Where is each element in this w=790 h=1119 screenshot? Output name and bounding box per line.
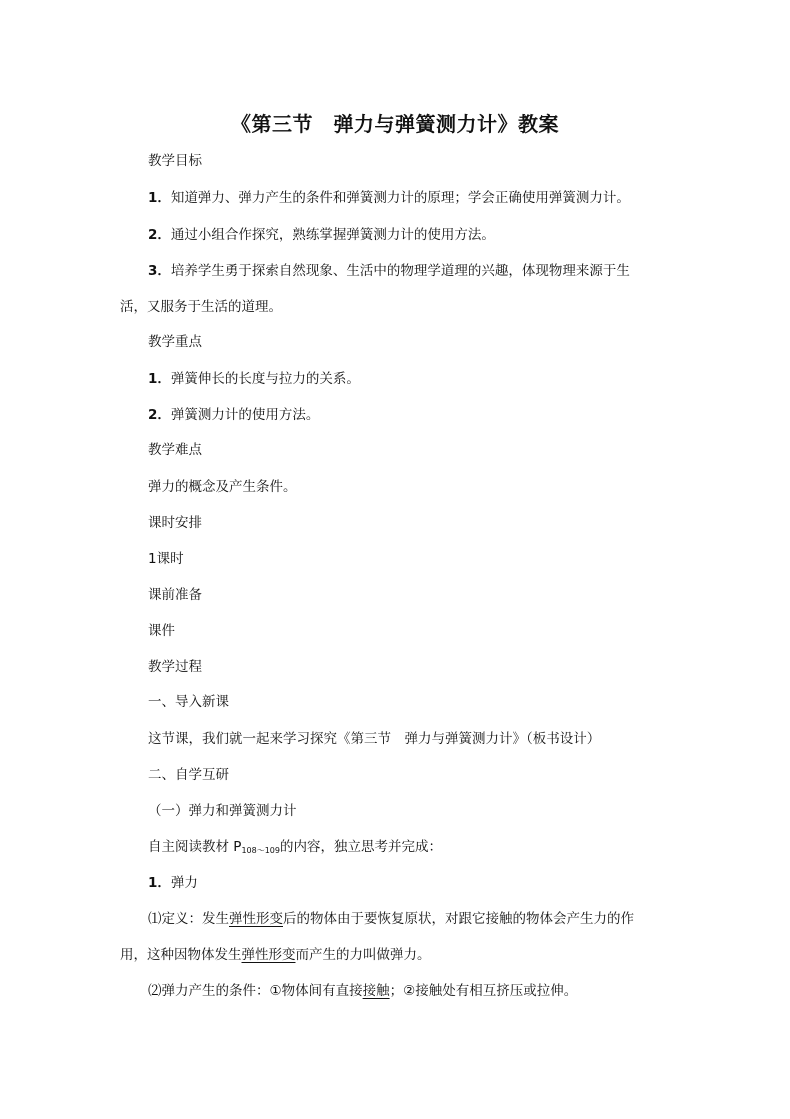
difficulties-text: 弹力的概念及产生条件。 (148, 479, 297, 495)
list-number: 2． (148, 227, 171, 243)
section-1-text: 这节课，我们就一起来学习探究《第三节 弹力与弹簧测力计》（板书设计） (148, 731, 601, 747)
page-range: 108～109 (241, 846, 280, 855)
list-number: 1． (148, 371, 171, 387)
blank-answer: 弹性形变 (229, 911, 283, 927)
definition-line-2 (120, 946, 431, 964)
list-text: 弹簧测力计的使用方法。 (170, 407, 320, 423)
page-title: 《第三节 弹力与弹簧测力计》教案 (231, 112, 559, 136)
difficulties-heading: 教学难点 (148, 442, 202, 458)
list-text: 培养学生勇于探索自然现象、生活中的物理学道理的兴趣，体现物理来源于生 (170, 263, 630, 279)
reading-text-a: 自主阅读教材 P (148, 839, 242, 855)
section-1-heading: 一、导入新课 (148, 694, 229, 710)
goals-item-3-cont: 活，又服务于生活的道理。 (120, 299, 282, 315)
elastic-force-heading (148, 874, 198, 892)
reading-instruction (148, 838, 442, 860)
condition-text-a: ⑵弹力产生的条件：①物体间有直接 (148, 983, 363, 999)
list-text: 通过小组合作探究，熟练掌握弹簧测力计的使用方法。 (170, 227, 495, 243)
list-number: 1． (148, 190, 171, 206)
list-number: 1． (148, 875, 171, 891)
preparation-heading: 课前准备 (148, 587, 202, 603)
key-points-heading: 教学重点 (148, 334, 202, 350)
schedule-text: 1课时 (148, 551, 184, 567)
subsection-1-heading: （一）弹力和弹簧测力计 (148, 803, 297, 819)
section-2-heading: 二、自学互研 (148, 767, 229, 783)
list-number: 3． (148, 263, 171, 279)
definition-text-d: 而产生的力叫做弹力。 (295, 947, 431, 963)
key-points-item-2 (148, 406, 319, 424)
blank-answer: 弹性形变 (241, 947, 296, 963)
preparation-text: 课件 (148, 623, 175, 639)
definition-line-1 (148, 910, 634, 928)
definition-text-c: 用，这种因物体发生 (120, 947, 242, 963)
condition-text-b: ；②接触处有相互挤压或拉伸。 (389, 983, 578, 999)
list-text: 知道弹力、弹力产生的条件和弹簧测力计的原理；学会正确使用弹簧测力计。 (170, 190, 630, 206)
list-number: 2． (148, 407, 171, 423)
definition-text-b: 后的物体由于要恢复原状，对跟它接触的物体会产生力的作 (283, 911, 634, 927)
goals-item-1 (148, 189, 630, 207)
blank-answer: 接触 (362, 983, 390, 999)
list-text: 弹力 (170, 875, 198, 891)
list-text: 弹簧伸长的长度与拉力的关系。 (170, 371, 360, 387)
goals-item-2 (148, 226, 495, 244)
key-points-item-1 (148, 370, 360, 388)
schedule-heading: 课时安排 (148, 515, 202, 531)
goals-item-3 (148, 262, 630, 280)
reading-text-b: 的内容，独立思考并完成： (279, 839, 442, 855)
process-heading: 教学过程 (148, 659, 202, 675)
definition-text-a: ⑴定义：发生 (148, 911, 229, 927)
goals-heading: 教学目标 (148, 153, 202, 169)
condition-line (148, 982, 577, 1000)
